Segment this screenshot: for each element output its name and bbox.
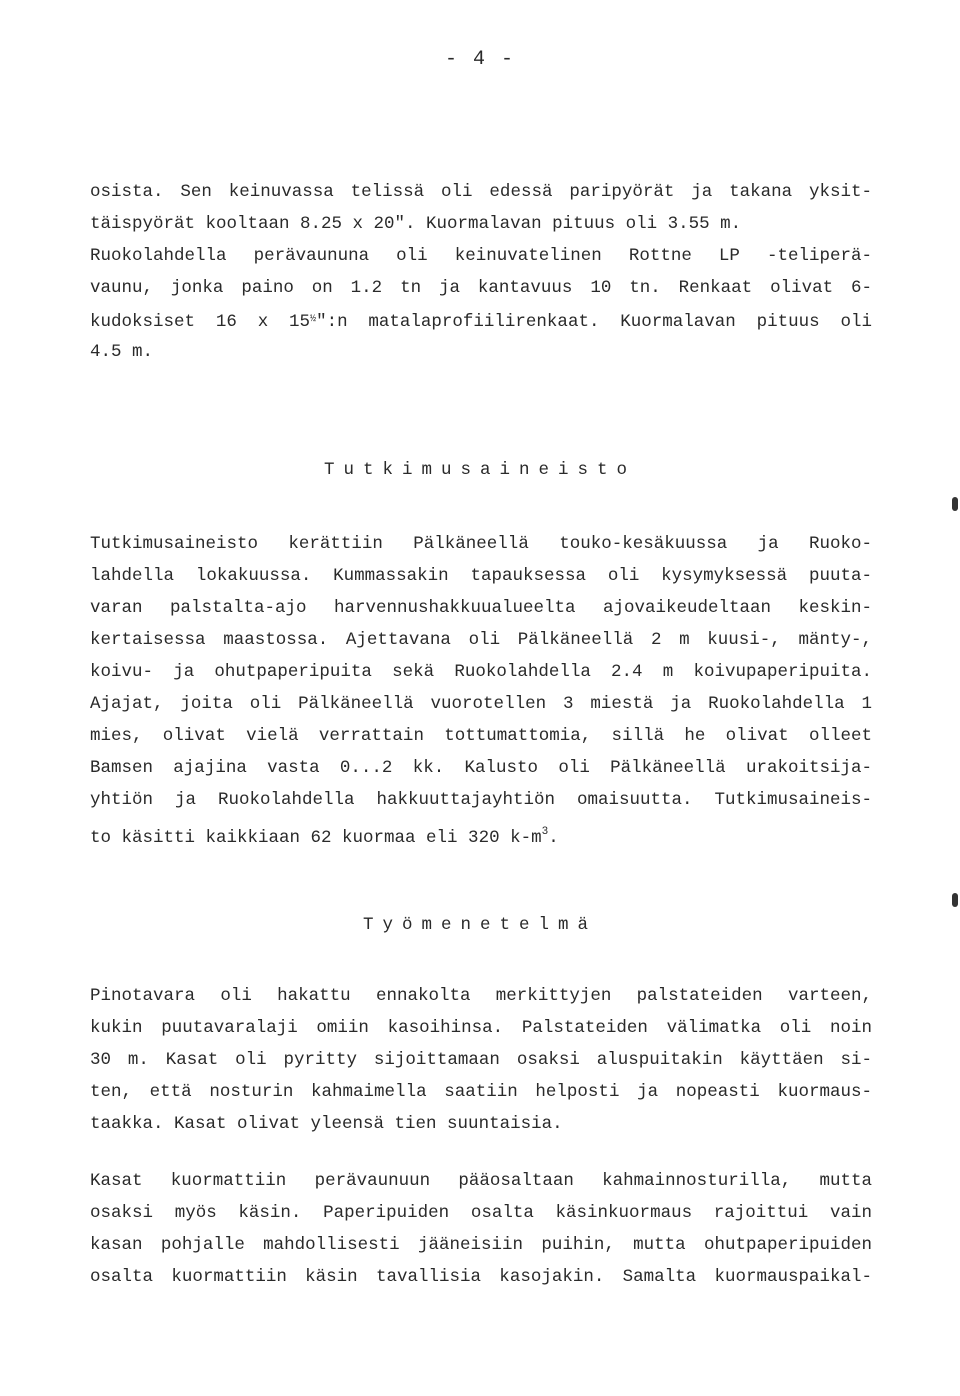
text-line: osaksi myös käsin. Paperipuiden osalta käsinkuormaus rajoittui vain bbox=[90, 1203, 872, 1223]
text-line: 30 m. Kasat oli pyritty sijoittamaan osaksi aluspuitakin käyttäen si- bbox=[90, 1050, 872, 1070]
text-line-with-superscript bbox=[90, 816, 872, 848]
line-start: to käsitti kaikkiaan 62 kuormaa eli 320 k-m bbox=[90, 828, 542, 848]
paragraph-kuormaus bbox=[90, 1165, 872, 1293]
text-line: ten, että nosturin kahmaimella saatiin helposti ja nopeasti kuormaus- bbox=[90, 1082, 872, 1102]
text-line: Ruokolahdella perävaununa oli keinuvatelinen Rottne LP -teliperä- bbox=[90, 246, 872, 266]
page-number: - 4 - bbox=[444, 48, 515, 71]
text-line: kertaisessa maastossa. Ajettavana oli Pälkäneellä 2 m kuusi-, mänty-, bbox=[90, 630, 872, 650]
text-line: Bamsen ajajina vasta 0...2 kk. Kalusto oli Pälkäneellä urakoitsija- bbox=[90, 758, 872, 778]
line-start: kudoksiset 16 x 15 bbox=[90, 312, 311, 332]
text-line: kukin puutavaralaji omiin kasoihinsa. Palstateiden välimatka oli noin bbox=[90, 1018, 872, 1038]
line-end: ":n matalaprofiilirenkaat. Kuormalavan pituus oli bbox=[316, 312, 872, 332]
fraction: ½ bbox=[310, 314, 317, 325]
text-line: osalta kuormattiin käsin tavallisia kasojakin. Samalta kuormauspaikal- bbox=[90, 1267, 872, 1287]
text-line: osista. Sen keinuvassa telissä oli edessä paripyörät ja takana yksit- bbox=[90, 182, 872, 202]
text-line-with-fraction bbox=[90, 304, 872, 336]
text-line: täispyörät kooltaan 8.25 x 20". Kuormalavan pituus oli 3.55 m. bbox=[90, 214, 742, 234]
text-line: mies, olivat vielä verrattain tottumattomia, sillä he olivat olleet bbox=[90, 726, 872, 746]
text-line: taakka. Kasat olivat yleensä tien suuntaisia. bbox=[90, 1114, 563, 1134]
text-line: vaunu, jonka paino on 1.2 tn ja kantavuus 10 tn. Renkaat olivat 6- bbox=[90, 278, 872, 298]
text-line: kasan pohjalle mahdollisesti jääneisiin puihin, mutta ohutpaperipuiden bbox=[90, 1235, 872, 1255]
text-line: 4.5 m. bbox=[90, 342, 154, 362]
paragraph-tyomenetelma bbox=[90, 980, 872, 1140]
binding-hole-mark bbox=[952, 497, 958, 511]
line-end: . bbox=[548, 828, 559, 848]
text-line: yhtiön ja Ruokolahdella hakkuuttajayhtiön omaisuutta. Tutkimusaineis- bbox=[90, 790, 872, 810]
text-line: lahdella lokakuussa. Kummassakin tapauksessa oli kysymyksessä puuta- bbox=[90, 566, 872, 586]
binding-hole-mark bbox=[952, 893, 958, 907]
paragraph-tutkimusaineisto bbox=[90, 528, 872, 848]
text-line: Kasat kuormattiin perävaunuun pääosaltaan kahmainnosturilla, mutta bbox=[90, 1171, 872, 1191]
superscript: 3 bbox=[541, 826, 549, 838]
text-line: Ajajat, joita oli Pälkäneellä vuorotellen 3 miestä ja Ruokolahdella 1 bbox=[90, 694, 872, 714]
paragraph-vehicles bbox=[90, 176, 872, 368]
section-heading-tutkimusaineisto: Tutkimusaineisto bbox=[323, 460, 637, 480]
text-line: koivu- ja ohutpaperipuita sekä Ruokolahdella 2.4 m koivupaperipuita. bbox=[90, 662, 872, 682]
section-heading-tyomenetelma: Työmenetelmä bbox=[362, 915, 598, 935]
text-line: varan palstalta-ajo harvennushakkuualueelta ajovaikeudeltaan keskin- bbox=[90, 598, 872, 618]
text-line: Pinotavara oli hakattu ennakolta merkittyjen palstateiden varteen, bbox=[90, 986, 872, 1006]
text-line: Tutkimusaineisto kerättiin Pälkäneellä touko-kesäkuussa ja Ruoko- bbox=[90, 534, 872, 554]
